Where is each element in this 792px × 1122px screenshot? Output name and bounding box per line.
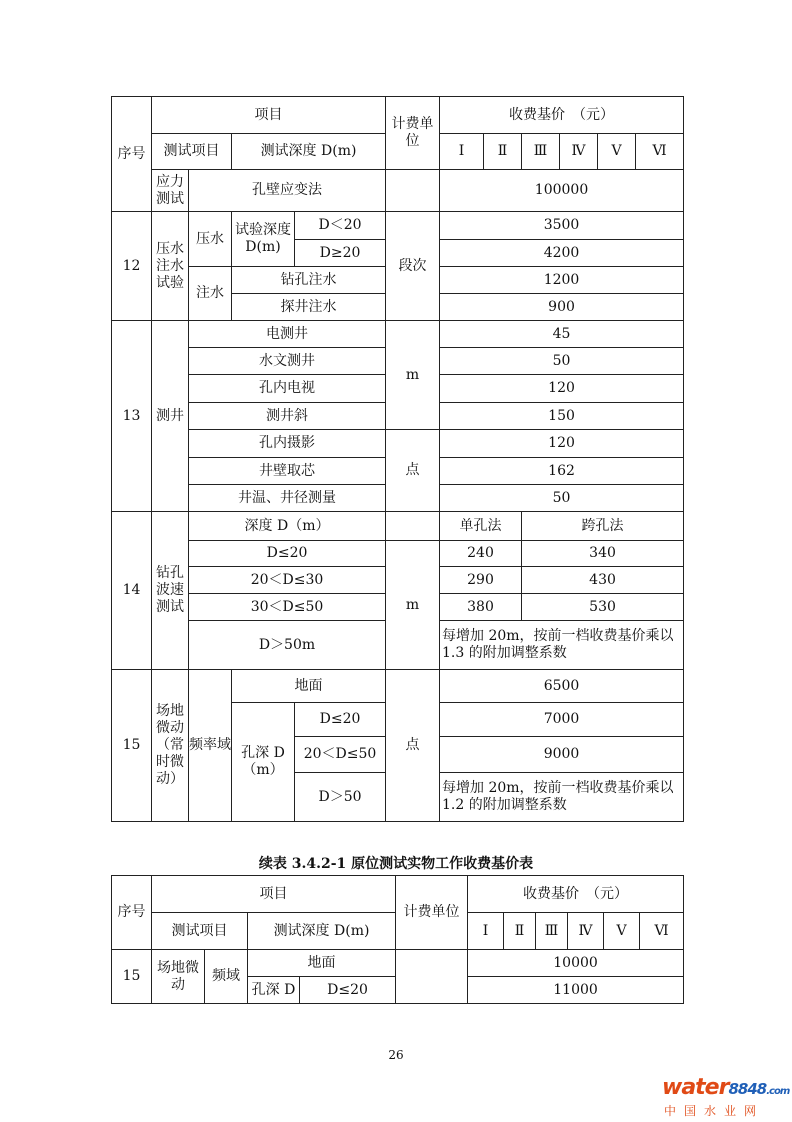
watermark-logo xyxy=(662,1075,790,1118)
unit-header: 计费单位 xyxy=(386,97,440,170)
row12-inject: 注水 xyxy=(189,267,232,321)
logo-number: 8848 xyxy=(728,1080,767,1098)
grade-4: Ⅳ xyxy=(560,134,598,170)
row13-item: 井壁取芯 xyxy=(189,458,386,485)
row13-price: 120 xyxy=(440,375,684,403)
row13-item: 水文测井 xyxy=(189,348,386,375)
logo-subtitle: 中国水业网 xyxy=(664,1104,765,1118)
grade-2: Ⅱ xyxy=(504,913,536,950)
row12-no: 12 xyxy=(112,212,152,321)
test-depth-header: 测试深度 D(m) xyxy=(232,134,386,170)
stress-method: 孔壁应变法 xyxy=(189,170,386,212)
t2-no: 15 xyxy=(112,950,152,1004)
row12-price: 900 xyxy=(440,294,684,321)
row15-ground: 地面 xyxy=(232,670,386,703)
price-header: 收费基价 （元） xyxy=(468,876,684,913)
grade-3: Ⅲ xyxy=(522,134,560,170)
row14-unit: m xyxy=(386,541,440,670)
row14-cross: 530 xyxy=(522,594,684,621)
row13-item: 测井斜 xyxy=(189,403,386,430)
row13-price: 150 xyxy=(440,403,684,430)
stress-price: 100000 xyxy=(440,170,684,212)
row14-single: 240 xyxy=(440,541,522,567)
grade-5: Ⅴ xyxy=(598,134,636,170)
t2-name: 场地微动 xyxy=(152,950,205,1004)
seq-header: 序号 xyxy=(112,876,152,950)
grade-4: Ⅳ xyxy=(568,913,604,950)
grade-3: Ⅲ xyxy=(536,913,568,950)
grade-5: Ⅴ xyxy=(604,913,640,950)
row13-item: 井温、井径测量 xyxy=(189,485,386,512)
table-caption: 续表 3.4.2-1 原位测试实物工作收费基价表 xyxy=(258,856,534,872)
fee-table-continued xyxy=(111,875,684,1004)
row12-price: 1200 xyxy=(440,267,684,294)
row12-inject-name: 钻孔注水 xyxy=(232,267,386,294)
row15-name: 场地微动（常时微动） xyxy=(152,670,189,822)
row15-price: 7000 xyxy=(440,703,684,737)
price-header: 收费基价 （元） xyxy=(440,97,684,134)
row14-single-head: 单孔法 xyxy=(440,512,522,541)
seq-header: 序号 xyxy=(112,97,152,212)
item-header: 项目 xyxy=(152,97,386,134)
t2-hole: 孔深 D xyxy=(248,977,300,1004)
item-header: 项目 xyxy=(152,876,396,913)
row15-note: 每增加 20m，按前一档收费基价乘以 1.2 的附加调整系数 xyxy=(440,773,684,822)
row12-press: 压水 xyxy=(189,212,232,267)
grade-6: Ⅵ xyxy=(640,913,684,950)
row12-inject-name: 探井注水 xyxy=(232,294,386,321)
row14-over: D＞50m xyxy=(189,621,386,670)
row13-item: 孔内电视 xyxy=(189,375,386,403)
row15-no: 15 xyxy=(112,670,152,822)
row13-price: 45 xyxy=(440,321,684,348)
row15-price: 9000 xyxy=(440,737,684,773)
row13-price: 50 xyxy=(440,348,684,375)
t2-cond: D≤20 xyxy=(300,977,396,1004)
logo-text: water xyxy=(662,1075,729,1100)
row13-unit-m: m xyxy=(386,321,440,430)
row13-price: 162 xyxy=(440,458,684,485)
row13-item: 孔内摄影 xyxy=(189,430,386,458)
row14-cond: 20＜D≤30 xyxy=(189,567,386,594)
row14-depth-head: 深度 D（m） xyxy=(189,512,386,541)
row15-freq: 频率域 xyxy=(189,670,232,822)
stress-label: 应力测试 xyxy=(152,170,189,212)
row14-single: 290 xyxy=(440,567,522,594)
logo-domain: .com xyxy=(766,1086,790,1097)
row13-unit-pt: 点 xyxy=(386,430,440,512)
fee-table-main xyxy=(111,96,684,822)
t2-ground: 地面 xyxy=(248,950,396,977)
row14-cond: 30＜D≤50 xyxy=(189,594,386,621)
row13-name: 测井 xyxy=(152,321,189,512)
row14-name: 钻孔波速测试 xyxy=(152,512,189,670)
test-item-header: 测试项目 xyxy=(152,134,232,170)
unit-header: 计费单位 xyxy=(396,876,468,950)
row14-cross-head: 跨孔法 xyxy=(522,512,684,541)
row12-unit: 段次 xyxy=(386,212,440,321)
row13-no: 13 xyxy=(112,321,152,512)
row13-price: 120 xyxy=(440,430,684,458)
row15-cond: D≤20 xyxy=(295,703,386,737)
row13-price: 50 xyxy=(440,485,684,512)
row12-cond: D＜20 xyxy=(295,212,386,240)
test-item-header: 测试项目 xyxy=(152,913,248,950)
t2-freq: 频域 xyxy=(205,950,248,1004)
row15-over: D＞50 xyxy=(295,773,386,822)
row12-price: 3500 xyxy=(440,212,684,240)
row14-cond: D≤20 xyxy=(189,541,386,567)
row14-note: 每增加 20m，按前一档收费基价乘以 1.3 的附加调整系数 xyxy=(440,621,684,670)
t2-price: 10000 xyxy=(468,950,684,977)
grade-1: Ⅰ xyxy=(440,134,484,170)
row14-no: 14 xyxy=(112,512,152,670)
grade-6: Ⅵ xyxy=(636,134,684,170)
row15-cond: 20＜D≤50 xyxy=(295,737,386,773)
grade-2: Ⅱ xyxy=(484,134,522,170)
row14-cross: 430 xyxy=(522,567,684,594)
row12-price: 4200 xyxy=(440,240,684,267)
t2-price: 11000 xyxy=(468,977,684,1004)
row14-single: 380 xyxy=(440,594,522,621)
row13-item: 电测井 xyxy=(189,321,386,348)
row12-cond: D≥20 xyxy=(295,240,386,267)
row15-price: 6500 xyxy=(440,670,684,703)
row12-depth-label: 试验深度 D(m) xyxy=(232,212,295,267)
row15-unit: 点 xyxy=(386,670,440,822)
test-depth-header: 测试深度 D(m) xyxy=(248,913,396,950)
page-number: 26 xyxy=(388,1048,404,1062)
row12-name: 压水注水试验 xyxy=(152,212,189,321)
row14-cross: 340 xyxy=(522,541,684,567)
row15-hole: 孔深 D（m） xyxy=(232,703,295,822)
grade-1: Ⅰ xyxy=(468,913,504,950)
